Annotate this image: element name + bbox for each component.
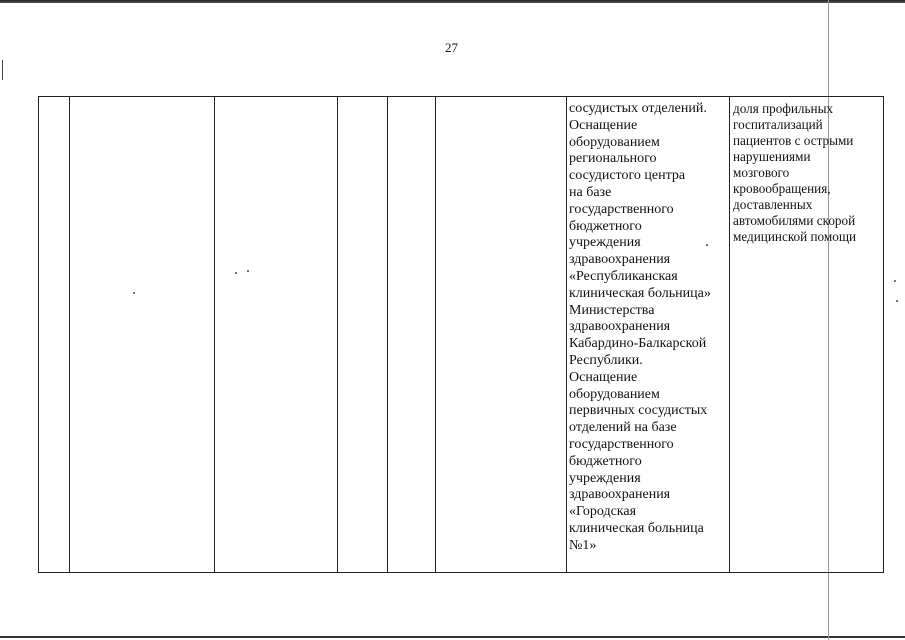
scan-top-edge xyxy=(0,0,905,3)
table-cell-measures: сосудистых отделений. Оснащение оборудованием регионального сосудистого центра на базе государственного бюджетного учреждения здравоохранения «Республиканская клиническая больница» Министерства здравоохранения Кабардино-Балкарской Республики. Оснащение оборудованием первичных сосудистых отделений на базе государственного бюджетного учреждения здравоохранения «Городская клиническая больница №1» xyxy=(569,101,711,553)
scan-speck xyxy=(896,300,898,302)
document-table xyxy=(38,96,884,573)
scan-speck xyxy=(247,270,249,272)
scan-left-mark xyxy=(2,60,3,80)
scan-speck xyxy=(235,272,237,274)
page-number: 27 xyxy=(445,40,458,55)
table-column-divider xyxy=(337,97,338,572)
table-column-divider xyxy=(387,97,388,572)
table-column-divider xyxy=(435,97,436,572)
table-cell-indicator: доля профильных госпитализаций пациентов с острыми нарушениями мозгового кровообращения, доставленных автомобилями скорой медицинской помощи xyxy=(733,101,857,244)
scan-speck xyxy=(894,280,896,282)
scan-speck xyxy=(706,244,708,246)
table-column-divider xyxy=(214,97,215,572)
table-column-divider xyxy=(729,97,730,572)
scan-bottom-edge xyxy=(0,636,905,638)
table-column-divider xyxy=(69,97,70,572)
scan-speck xyxy=(133,292,135,294)
table-column-divider xyxy=(566,97,567,572)
